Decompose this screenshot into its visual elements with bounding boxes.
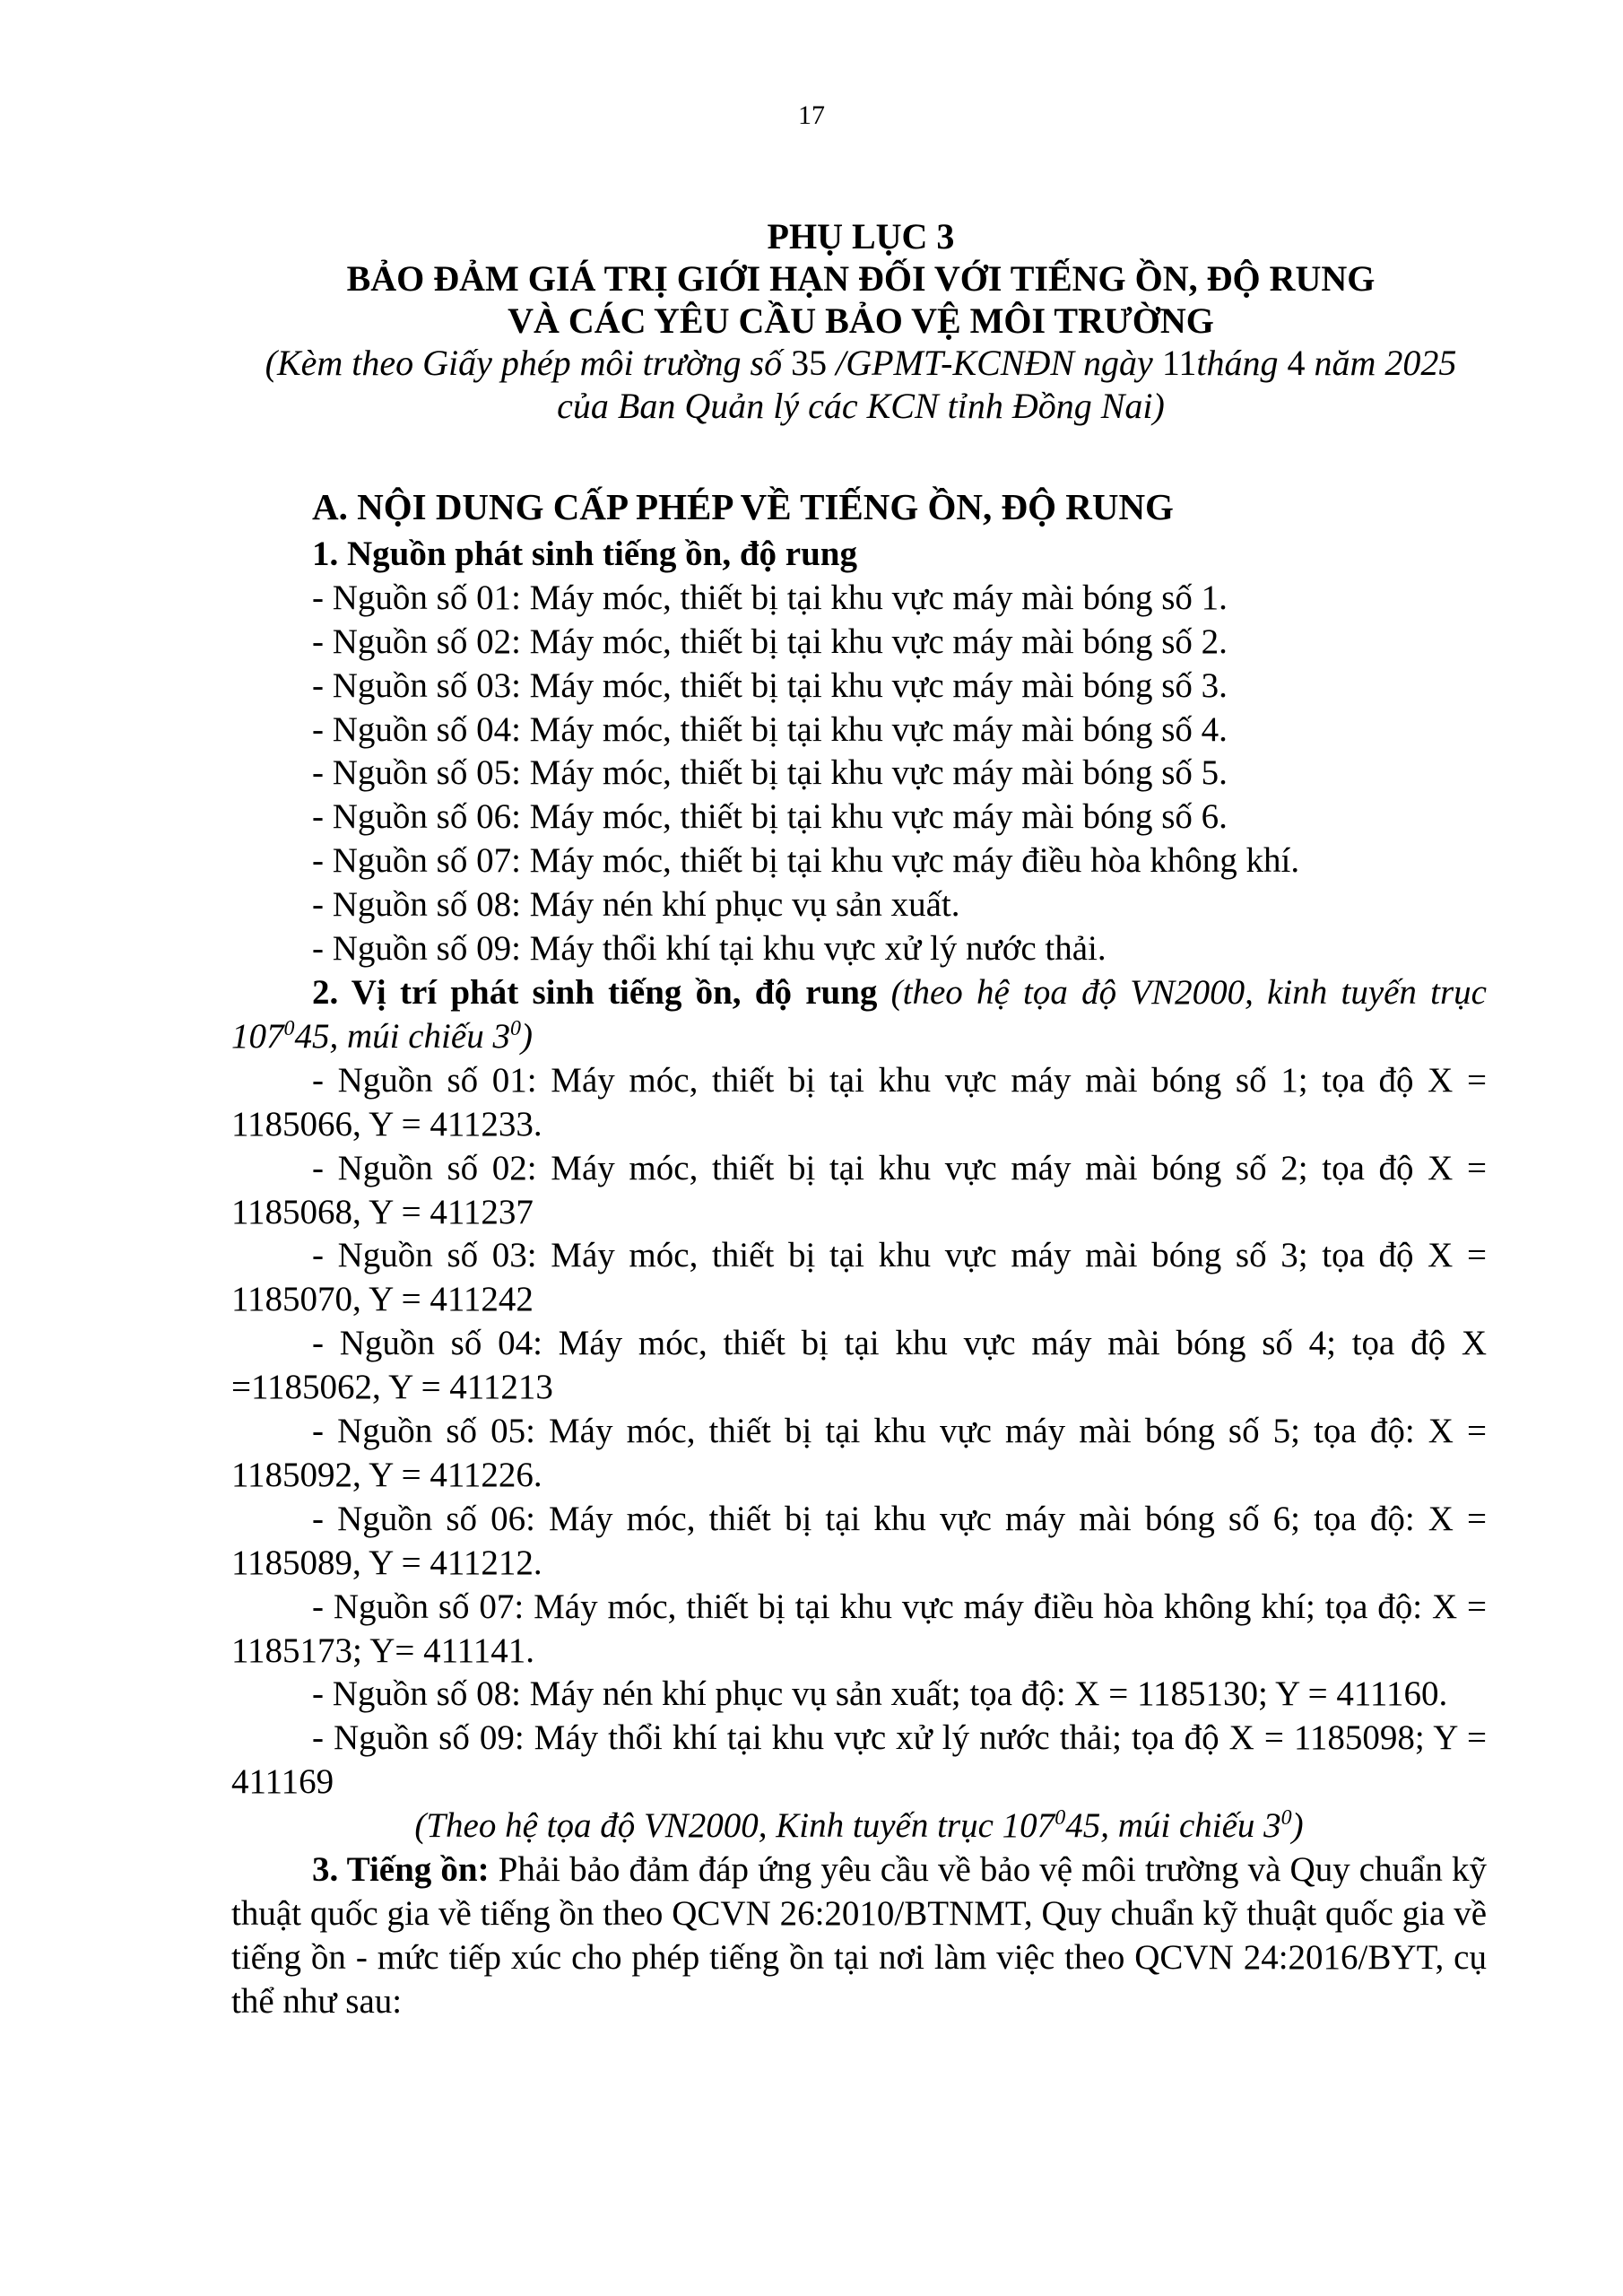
- degree-superscript: 0: [283, 1016, 295, 1040]
- list-item: - Nguồn số 09: Máy thổi khí tại khu vực xử lý nước thải; tọa độ X = 1185098; Y = 411169: [231, 1718, 1487, 1802]
- footnote-mid: 45, múi chiếu 3: [1065, 1806, 1281, 1846]
- permit-month: 4: [1287, 343, 1306, 383]
- list-item: - Nguồn số 06: Máy móc, thiết bị tại khu vực máy mài bóng số 6; tọa độ: X = 1185089, Y = 411212.: [231, 1499, 1487, 1582]
- list-item: - Nguồn số 07: Máy móc, thiết bị tại khu vực máy điều hòa không khí.: [312, 841, 1300, 881]
- permit-number: 35: [791, 343, 828, 383]
- document-body: [231, 485, 1487, 2024]
- section-3-body: Phải bảo đảm đáp ứng yêu cầu về bảo vệ môi trường và Quy chuẩn kỹ thuật quốc gia về tiếng ồn theo QCVN 26:2010/BTNMT, Quy chuẩn kỹ thuật quốc gia về tiếng ồn - mức tiếp xúc cho phép tiếng ồn tại nơi làm việc theo QCVN 24:2016/BYT, cụ thể như sau:: [231, 1850, 1487, 2021]
- list-item: - Nguồn số 04: Máy móc, thiết bị tại khu vực máy mài bóng số 4; tọa độ X =1185062, Y = 411213: [231, 1324, 1487, 1407]
- permit-day: 11: [1161, 343, 1197, 383]
- list-item: - Nguồn số 08: Máy nén khí phục vụ sản xuất.: [312, 885, 960, 925]
- attachment-mid2: tháng: [1196, 343, 1288, 383]
- list-item: - Nguồn số 02: Máy móc, thiết bị tại khu vực máy mài bóng số 2; tọa độ X = 1185068, Y = 411237: [231, 1148, 1487, 1231]
- section-2-title: 2. Vị trí phát sinh tiếng ồn, độ rung: [312, 972, 878, 1012]
- note-prefix: (theo hệ tọa độ VN2000, kinh tuyến trục 107: [231, 972, 1487, 1056]
- list-item: - Nguồn số 06: Máy móc, thiết bị tại khu vực máy mài bóng số 6.: [312, 797, 1228, 837]
- list-item: - Nguồn số 03: Máy móc, thiết bị tại khu vực máy mài bóng số 3.: [312, 665, 1228, 705]
- attachment-mid3: năm 2025: [1305, 343, 1457, 383]
- section-2-heading: [231, 971, 1487, 1059]
- section-1-heading: [231, 533, 1487, 577]
- section-1-title: 1. Nguồn phát sinh tiếng ồn, độ rung: [312, 534, 857, 573]
- section-3-paragraph: [231, 1848, 1487, 2024]
- appendix-subtitle-line2: VÀ CÁC YÊU CẦU BẢO VỆ MÔI TRƯỜNG: [508, 300, 1214, 341]
- list-item: - Nguồn số 05: Máy móc, thiết bị tại khu vực máy mài bóng số 5.: [312, 753, 1228, 793]
- list-item: - Nguồn số 02: Máy móc, thiết bị tại khu vực máy mài bóng số 2.: [312, 622, 1228, 661]
- appendix-title: PHỤ LỤC 3: [767, 216, 955, 257]
- degree-superscript: 0: [1055, 1806, 1066, 1831]
- degree-superscript: 0: [509, 1016, 521, 1040]
- attachment-note: [143, 342, 1578, 385]
- attachment-prefix: (Kèm theo Giấy phép môi trường số: [265, 343, 792, 383]
- document-header: [143, 215, 1578, 428]
- footnote-prefix: (Theo hệ tọa độ VN2000, Kinh tuyến trục 107: [414, 1806, 1055, 1846]
- section-a-heading: A. NỘI DUNG CẤP PHÉP VỀ TIẾNG ỒN, ĐỘ RUNG: [312, 486, 1174, 527]
- note-mid: 45, múi chiếu 3: [294, 1016, 510, 1056]
- list-item: - Nguồn số 05: Máy móc, thiết bị tại khu vực máy mài bóng số 5; tọa độ: X = 1185092, Y = 411226.: [231, 1412, 1487, 1494]
- list-item: - Nguồn số 04: Máy móc, thiết bị tại khu vực máy mài bóng số 4.: [312, 709, 1228, 749]
- list-item: - Nguồn số 08: Máy nén khí phục vụ sản xuất; tọa độ: X = 1185130; Y = 411160.: [312, 1674, 1448, 1714]
- list-item: - Nguồn số 07: Máy móc, thiết bị tại khu vực máy điều hòa không khí; tọa độ: X = 1185173; Y= 411141.: [231, 1587, 1487, 1670]
- degree-superscript: 0: [1280, 1806, 1292, 1831]
- footnote-suffix: ): [1291, 1806, 1304, 1846]
- section-3-title: 3. Tiếng ồn:: [312, 1850, 490, 1890]
- list-item: - Nguồn số 03: Máy móc, thiết bị tại khu vực máy mài bóng số 3; tọa độ X = 1185070, Y = 411242: [231, 1236, 1487, 1319]
- attachment-mid1: /GPMT-KCNĐN ngày: [827, 343, 1162, 383]
- note-suffix: ): [520, 1016, 533, 1056]
- list-item: - Nguồn số 01: Máy móc, thiết bị tại khu vực máy mài bóng số 1.: [312, 578, 1228, 617]
- issuer-note: của Ban Quản lý các KCN tỉnh Đồng Nai): [557, 386, 1165, 426]
- list-item: - Nguồn số 09: Máy thổi khí tại khu vực xử lý nước thải.: [312, 929, 1107, 969]
- coordinate-footnote: [231, 1805, 1487, 1848]
- page-number: 17: [798, 100, 825, 130]
- appendix-subtitle-line1: BẢO ĐẢM GIÁ TRỊ GIỚI HẠN ĐỐI VỚI TIẾNG ỒN, ĐỘ RUNG: [346, 258, 1376, 299]
- list-item: - Nguồn số 01: Máy móc, thiết bị tại khu vực máy mài bóng số 1; tọa độ X = 1185066, Y = 411233.: [231, 1060, 1487, 1144]
